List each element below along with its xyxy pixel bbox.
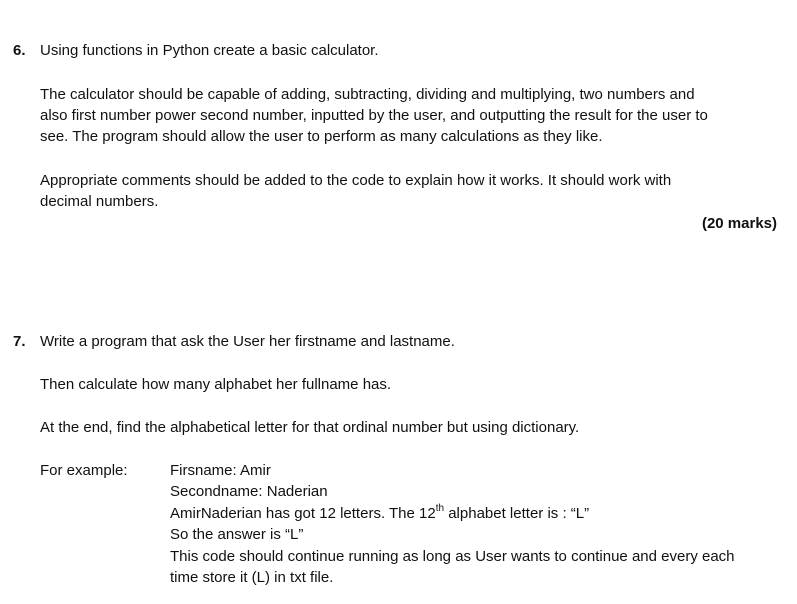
example-firstname: Firsname: Amir bbox=[170, 462, 271, 479]
example-secondname: Secondname: Naderian bbox=[170, 483, 328, 500]
example-label: For example: bbox=[40, 462, 128, 479]
example-ordinal-suffix: th bbox=[435, 503, 445, 514]
example-answer: So the answer is “L” bbox=[170, 526, 304, 543]
question-6-paragraph-1-line-3: see. The program should allow the user to perform as many calculations as they like. bbox=[40, 128, 603, 145]
question-7-number: 7. bbox=[13, 333, 26, 350]
example-letter-count bbox=[170, 503, 589, 524]
example-letter-result: alphabet letter is : “L” bbox=[444, 505, 590, 522]
example-continue-note-line-2: time store it (L) in txt file. bbox=[170, 569, 334, 586]
question-6-paragraph-1-line-2: also first number power second number, inputted by the user, and outputting the result for the user to bbox=[40, 107, 708, 124]
question-6-paragraph-2-line-1: Appropriate comments should be added to the code to explain how it works. It should work with bbox=[40, 172, 672, 189]
question-6-title: Using functions in Python create a basic calculator. bbox=[40, 42, 379, 59]
question-6-paragraph-1-line-1: The calculator should be capable of adding, subtracting, dividing and multiplying, two numbers and bbox=[40, 86, 695, 103]
example-letter-count-text: AmirNaderian has got 12 letters. The 12 bbox=[170, 505, 436, 522]
question-6-number: 6. bbox=[13, 42, 26, 59]
question-7-title: Write a program that ask the User her firstname and lastname. bbox=[40, 333, 455, 350]
question-6-marks: (20 marks) bbox=[701, 215, 777, 232]
example-continue-note-line-1: This code should continue running as long as User wants to continue and every each bbox=[170, 548, 735, 565]
question-7-line-2: Then calculate how many alphabet her fullname has. bbox=[40, 376, 392, 393]
question-6-paragraph-2-line-2: decimal numbers. bbox=[40, 193, 159, 210]
question-7-line-3: At the end, find the alphabetical letter for that ordinal number but using dictionary. bbox=[40, 419, 580, 436]
